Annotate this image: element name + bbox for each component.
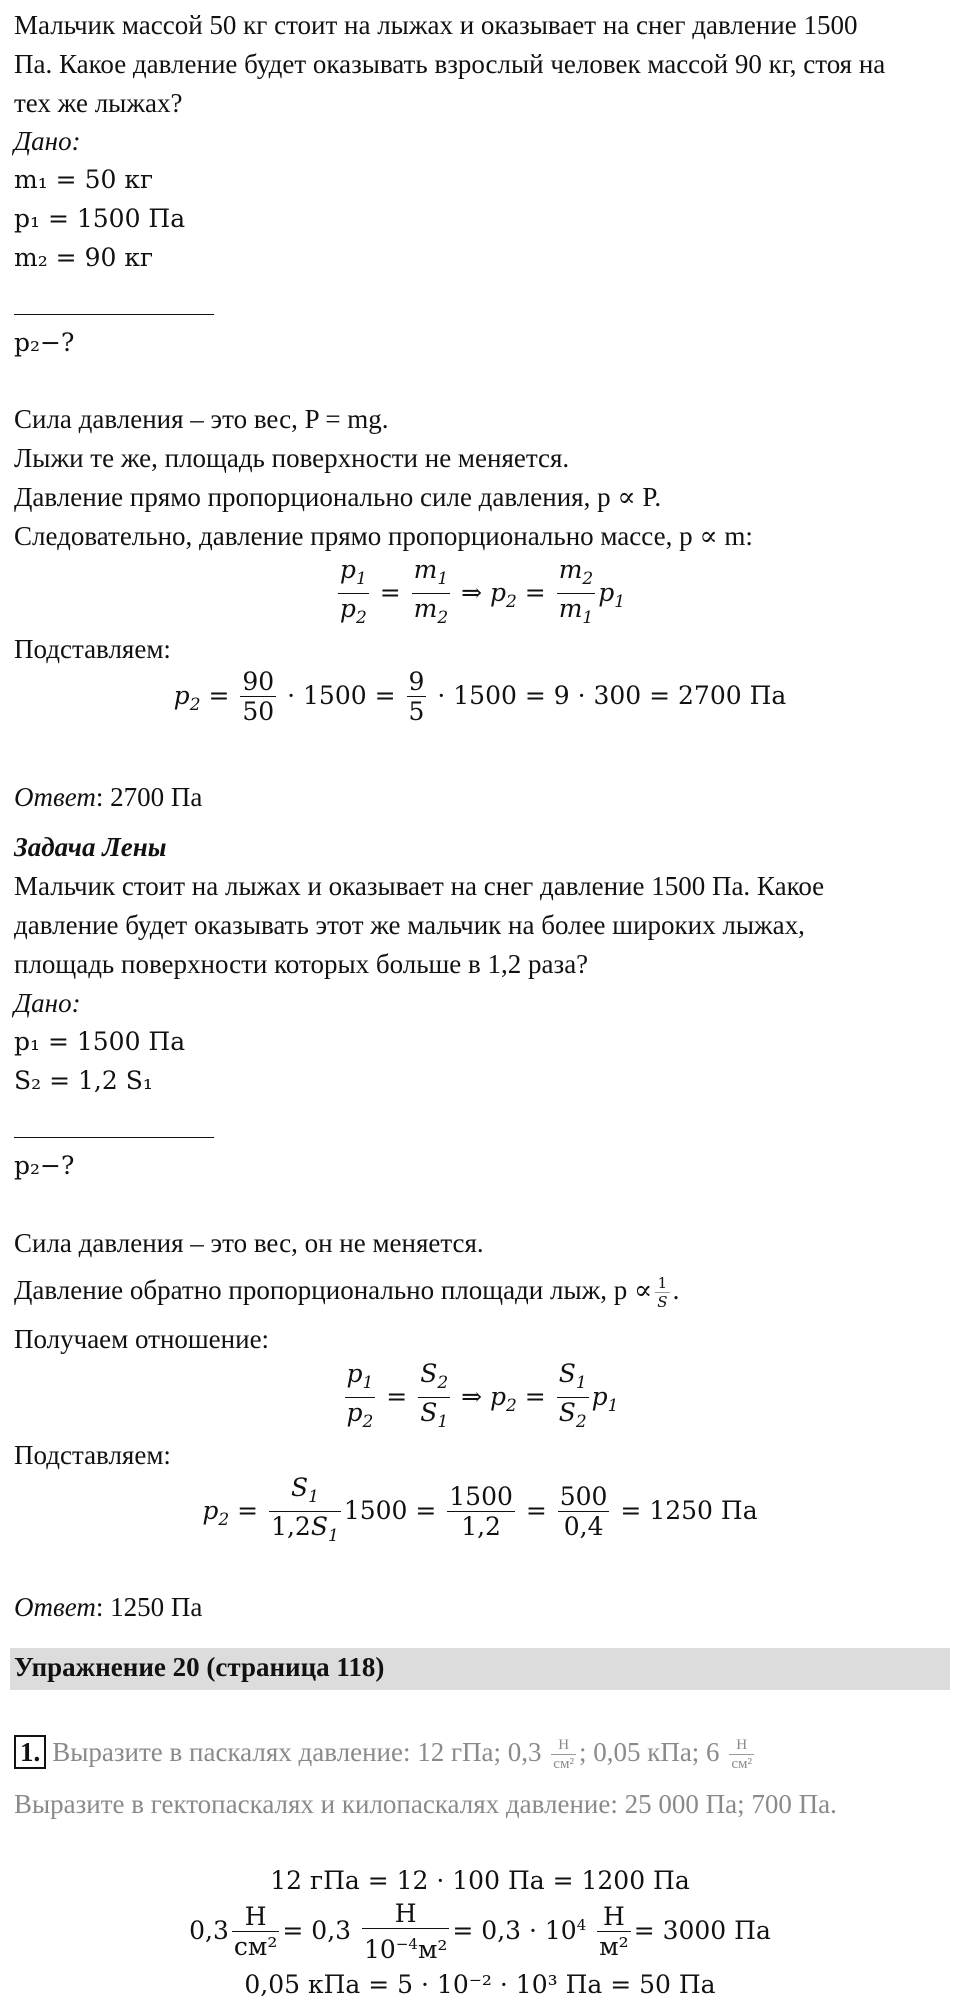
task-line1-text: Выразите в паскалях давление: 12 гПа; 0,3 [52,1737,542,1767]
calculation-1: $p_2$ = $\frac{90}{50}$ · 1500 = $\frac{9}{5}$ · 1500 = 9 · 300 = 2700 Па [173,667,787,726]
find2-p2: p₂−? [14,1151,75,1180]
unit-fraction-2: $\frac{Н}{\text{см²}}$ [731,1737,752,1773]
given-m1: m₁ = 50 кг [14,165,154,194]
given2-p1: p₁ = 1500 Па [14,1027,186,1056]
problem1-text-line1: Мальчик массой 50 кг стоит на лыжах и оказывает на снег давление 1500 [14,10,858,40]
exercise-number-box: 1. [14,1735,46,1769]
given-divider [14,314,214,315]
exercise-header-band [10,1648,950,1690]
task-line1-text-b: ; 0,05 кПа; 6 [578,1737,720,1767]
exercise-calc-line2: 0,3 $\frac{Н}{\text{см²}}$ = 0,3 $\frac{Н}{10^{-4}м^2}$ = $0,3 \cdot 10^4$ $\frac{Н}{\text{м²}}$ = 3000 Па [189,1899,771,1964]
answer-value-1: : 2700 Па [95,782,203,812]
given-label-2: Дано: [14,988,81,1018]
proportion-formula-2: $\frac{p_1}{p_2}$ = $\frac{S_2}{S_1}$ ⇒ $p_2$ = $\frac{S_1}{S_2}$ $p_1$ [0,1360,960,1437]
problem1-text-line3: тех же лыжах? [14,88,183,118]
given-label: Дано: [14,126,81,156]
problem2-text-line1: Мальчик стоит на лыжах и оказывает на снег давление 1500 Па. Какое [14,871,825,901]
unit-fraction-1: $\frac{Н}{\text{см²}}$ [553,1737,574,1773]
answer-label-1: Ответ [14,782,96,812]
given-p1: p₁ = 1500 Па [14,204,186,233]
solution1-line4: Следовательно, давление прямо пропорционально массе, p ∝ m: [14,521,753,551]
answer-1 [14,780,202,814]
solution1-line1: Сила давления – это вес, P = mg. [14,404,389,434]
problem2-text-line2: давление будет оказывать этот же мальчик на более широких лыжах, [14,910,805,940]
proportion-formula-1: $\frac{p_1}{p_2}$ = $\frac{m_1}{m_2}$ ⇒ $p_2$ = $\frac{m_2}{m_1}$ $p_1$ [0,556,960,633]
exercise-calc-line3: 0,05 кПа = 5 · 10⁻² · 10³ Па = 50 Па [244,1970,716,1999]
inverse-fraction: $\frac{1}{S}$ [657,1274,668,1312]
problem2-text-line3: площадь поверхности которых больше в 1,2 раза? [14,949,589,979]
solution2-line1: Сила давления – это вес, он не меняется. [14,1228,484,1258]
exercise-calc-line1: 12 гПа = 12 · 100 Па = 1200 Па [270,1866,690,1895]
problem1-text-line2: Па. Какое давление будет оказывать взрослый человек массой 90 кг, стоя на [14,49,886,79]
solution1-line3: Давление прямо пропорционально силе давления, p ∝ P. [14,482,662,512]
solution1-line2: Лыжи те же, площадь поверхности не меняется. [14,443,570,473]
calculation-2: $p_2$ = $\frac{S_1}{1,2S_1}$ 1500 = $\frac{1500}{1,2}$ = $\frac{500}{0,4}$ = 1250 Па [0,1474,960,1551]
exercise-task-line2: Выразите в гектопаскалях и килопаскалях давление: 25 000 Па; 700 Па. [14,1789,837,1819]
ratio-label: Получаем отношение: [14,1324,270,1354]
solution2-line2: Давление обратно пропорционально площади лыж, p ∝ $\frac{1}{S}$ . [14,1274,680,1312]
calc2-tail: = 1250 Па [620,1496,758,1525]
given-divider-2 [14,1137,214,1138]
given-m2: m₂ = 90 кг [14,243,154,272]
problem2-title: Задача Лены [14,832,167,862]
answer-value-2: : 1250 Па [95,1592,203,1622]
exercise-header: Упражнение 20 (страница 118) [14,1652,385,1682]
substitute-label-1: Подставляем: [14,634,171,664]
solution2-line2-text: Давление обратно пропорционально площади лыж, p ∝ [14,1275,653,1305]
exercise-task-line1 [14,1735,757,1773]
answer-2 [14,1590,202,1624]
calc1-end: · 1500 = 9 · 300 = 2700 Па [437,681,787,710]
substitute-label-2: Подставляем: [14,1440,171,1470]
calc1-mid: · 1500 = [287,681,396,710]
given2-s2: S₂ = 1,2 S₁ [14,1066,153,1095]
answer-label-2: Ответ [14,1592,96,1622]
find-p2: p₂−? [14,328,75,357]
